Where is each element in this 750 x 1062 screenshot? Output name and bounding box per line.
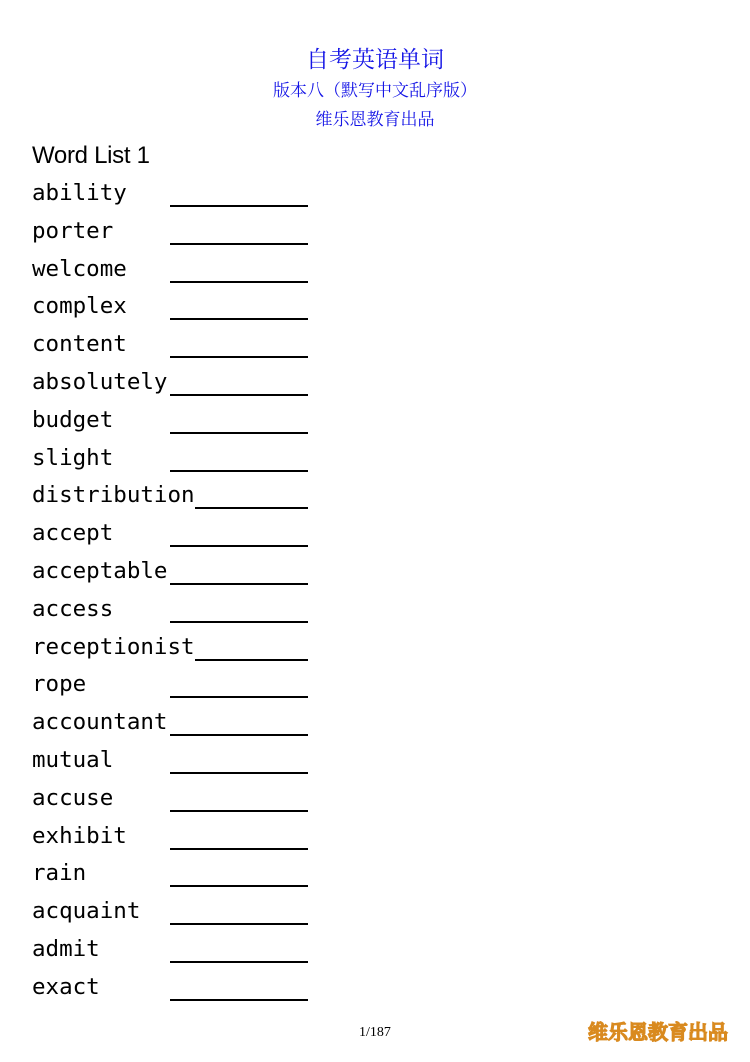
answer-blank-line [170, 205, 308, 207]
answer-blank-line [170, 772, 308, 774]
document-title: 自考英语单词 [306, 47, 444, 73]
answer-blank-line [170, 583, 308, 585]
answer-blank-line [170, 734, 308, 736]
answer-blank-line [170, 432, 308, 434]
word-row [32, 592, 332, 630]
word-row [32, 932, 332, 970]
word-row [32, 819, 332, 857]
word-text: receptionist [32, 633, 195, 660]
answer-blank-line [170, 885, 308, 887]
word-row [32, 214, 332, 252]
word-text: content [32, 331, 127, 358]
word-text: exact [32, 973, 100, 1000]
word-row [32, 441, 332, 479]
answer-blank-line [170, 545, 308, 547]
answer-blank-line [170, 961, 308, 963]
answer-blank-line [170, 318, 308, 320]
answer-blank-line [170, 243, 308, 245]
answer-blank-line [170, 470, 308, 472]
word-text: accountant [32, 709, 168, 736]
word-text: complex [32, 293, 127, 320]
word-list [32, 176, 332, 1008]
answer-blank-line [170, 848, 308, 850]
answer-blank-line [170, 621, 308, 623]
word-text: acceptable [32, 557, 168, 584]
word-row [32, 630, 332, 668]
word-row [32, 403, 332, 441]
answer-blank-line [170, 394, 308, 396]
word-row [32, 365, 332, 403]
word-row [32, 781, 332, 819]
answer-blank-line [170, 696, 308, 698]
word-text: ability [32, 180, 127, 206]
word-list-heading: Word List 1 [32, 142, 150, 169]
answer-blank-line [170, 923, 308, 925]
word-text: budget [32, 406, 114, 433]
word-text: access [32, 595, 114, 622]
word-row [32, 554, 332, 592]
answer-blank-line [170, 281, 308, 283]
page-number: 1/187 [359, 1025, 391, 1040]
word-text: rain [32, 860, 87, 887]
word-row [32, 667, 332, 705]
word-row [32, 970, 332, 1008]
answer-blank-line [170, 356, 308, 358]
word-text: welcome [32, 255, 127, 282]
word-row [32, 894, 332, 932]
watermark-logo: 维乐恩教育出品 [588, 1020, 728, 1044]
answer-blank-line [170, 810, 308, 812]
word-row [32, 743, 332, 781]
word-text: mutual [32, 746, 114, 773]
answer-blank-line [170, 999, 308, 1001]
word-row [32, 856, 332, 894]
word-text: slight [32, 444, 114, 471]
word-text: porter [32, 217, 114, 244]
word-text: absolutely [32, 368, 168, 395]
word-text: exhibit [32, 822, 127, 849]
word-row [32, 478, 332, 516]
word-text: distribution [32, 482, 195, 509]
word-row [32, 289, 332, 327]
word-row [32, 516, 332, 554]
word-row [32, 705, 332, 743]
word-row [32, 327, 332, 365]
word-text: accept [32, 520, 114, 547]
publisher-line: 维乐恩教育出品 [315, 110, 435, 130]
word-row [32, 176, 332, 214]
word-text: rope [32, 671, 87, 698]
word-row [32, 252, 332, 290]
document-subtitle: 版本八（默写中文乱序版） [273, 81, 477, 101]
word-text: acquaint [32, 898, 141, 925]
word-text: accuse [32, 784, 114, 811]
word-text: admit [32, 935, 100, 962]
